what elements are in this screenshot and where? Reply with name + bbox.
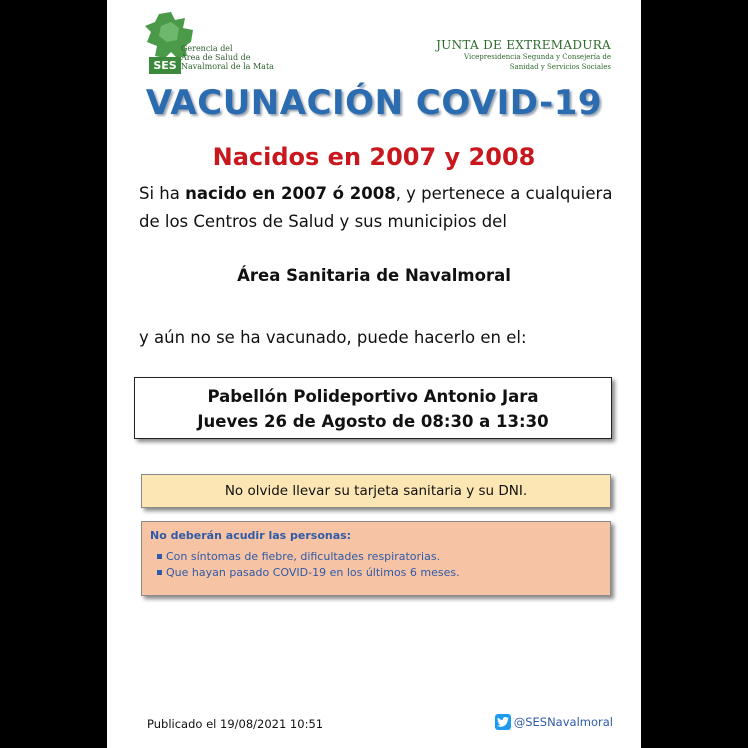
- twitter-handle: [495, 714, 613, 730]
- ses-organization-text: [181, 44, 311, 71]
- page-title: VACUNACIÓN COVID-19: [145, 83, 603, 123]
- warning-box: [141, 521, 611, 596]
- venue-box: [134, 377, 612, 439]
- junta-name: JUNTA DE EXTREMADURA: [436, 38, 611, 52]
- published-date: Publicado el 19/08/2021 10:51: [147, 717, 324, 731]
- list-item: Con síntomas de fiebre, dificultades respiratorias.: [150, 549, 610, 565]
- not-vaccinated-text: y aún no se ha vacunado, puede hacerlo en el:: [139, 328, 527, 347]
- twitter-handle-text: @SESNavalmoral: [513, 715, 613, 729]
- area-name: Área Sanitaria de Navalmoral: [237, 266, 511, 285]
- list-item: Que hayan pasado COVID-19 en los últimos 6 meses.: [150, 565, 610, 581]
- page-subtitle: Nacidos en 2007 y 2008: [212, 143, 536, 171]
- warning-list: [150, 549, 610, 581]
- poster-page: [107, 0, 641, 748]
- junta-extremadura-logo: [436, 38, 611, 72]
- square-bullet-icon: [157, 570, 162, 575]
- junta-sub-1: Vicepresidencia Segunda y Consejería de: [464, 53, 611, 61]
- intro-pre: Si ha: [139, 184, 186, 203]
- warning-title: No deberán acudir las personas:: [150, 529, 352, 542]
- intro-post: , y pertenece a cualquiera: [395, 184, 613, 203]
- intro-line-2: de los Centros de Salud y sus municipios del: [139, 212, 507, 231]
- venue-date: Jueves 26 de Agosto de 08:30 a 13:30: [197, 412, 549, 431]
- intro-bold: nacido en 2007 ó 2008: [185, 184, 396, 203]
- square-bullet-icon: [157, 554, 162, 559]
- ses-badge: SES: [149, 57, 181, 74]
- reminder-note: No olvide llevar su tarjeta sanitaria y su DNI.: [141, 474, 611, 508]
- ses-line-3: Navalmoral de la Mata: [181, 62, 274, 71]
- intro-paragraph: [139, 180, 619, 236]
- ses-line-1: Gerencia del: [181, 44, 233, 53]
- twitter-bird-icon: [495, 714, 511, 730]
- venue-place: Pabellón Polideportivo Antonio Jara: [207, 387, 539, 406]
- junta-sub-2: Sanidad y Servicios Sociales: [509, 63, 611, 71]
- ses-line-2: Área de Salud de: [181, 53, 251, 62]
